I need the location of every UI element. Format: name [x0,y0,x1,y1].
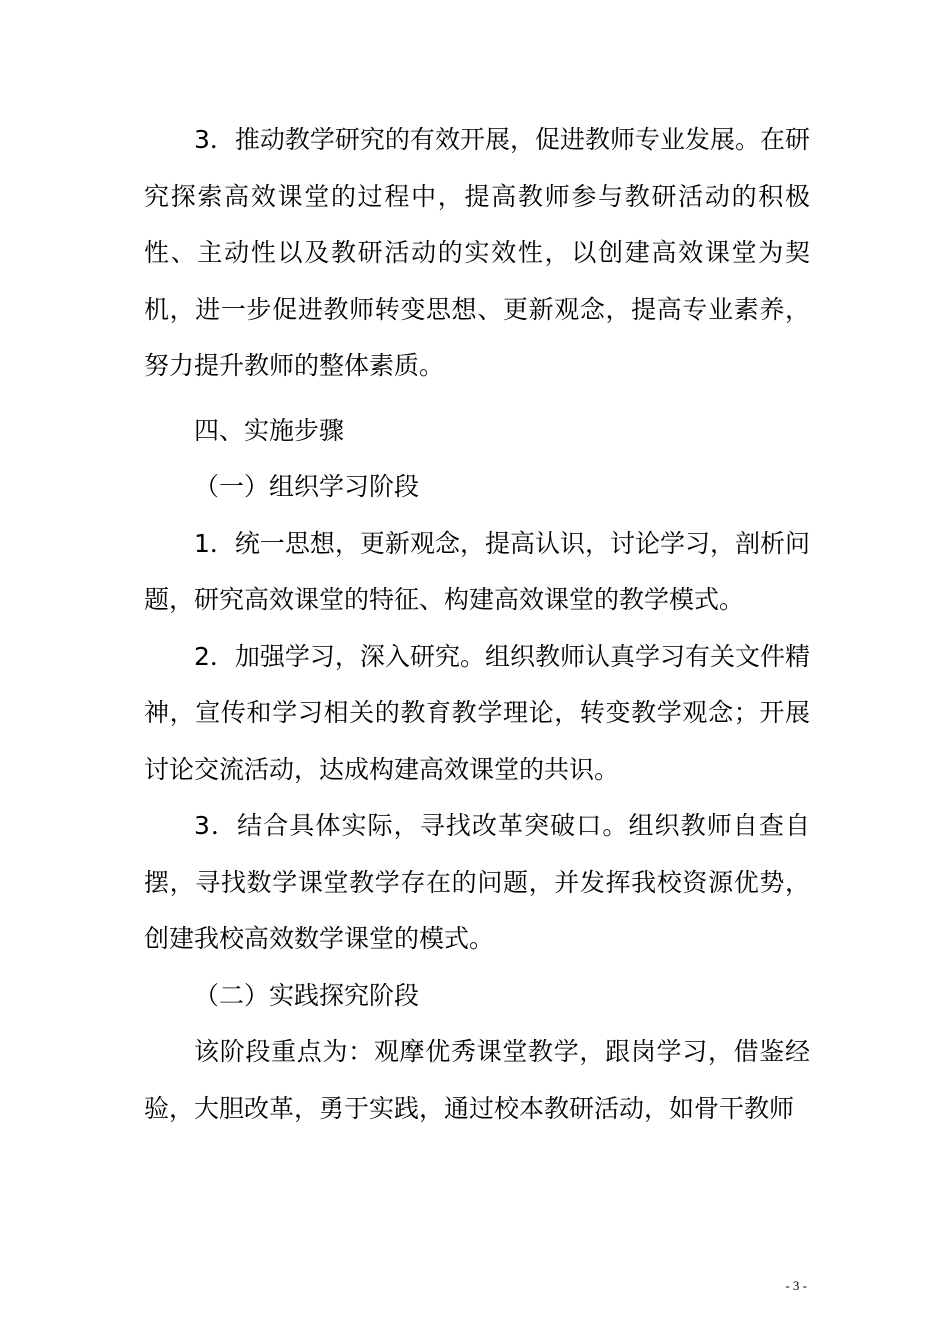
paragraph-study-2: 2．加强学习，深入研究。组织教师认真学习有关文件精神，宣传和学习相关的教育教学理论，转变教学观念；开展讨论交流活动，达成构建高效课堂的共识。 [144,641,810,784]
paragraph-study-3: 3．结合具体实际，寻找改革突破口。组织教师自查自摆，寻找数学课堂教学存在的问题，并发挥我校资源优势，创建我校高效数学课堂的模式。 [144,811,810,953]
subheading-practice-phase: （二）实践探究阶段 [194,980,420,1010]
paragraph-practice-focus: 该阶段重点为：观摩优秀课堂教学，跟岗学习，借鉴经验，大胆改革，勇于实践，通过校本教研活动，如骨干教师 [144,1037,810,1123]
page-number: - 3 - [785,1278,807,1293]
section-heading-implementation-steps: 四、实施步骤 [194,415,345,445]
paragraph-goal-3: 3．推动教学研究的有效开展，促进教师专业发展。在研究探索高效课堂的过程中，提高教师参与教研活动的积极性、主动性以及教研活动的实效性，以创建高效课堂为契机，进一步促进教师转变思想、更新观念，提高专业素养，努力提升教师的整体素质。 [144,125,810,380]
document-body [144,112,810,1137]
subheading-study-phase: （一）组织学习阶段 [194,472,420,501]
paragraph-study-1: 1．统一思想，更新观念，提高认识，讨论学习，剖析问题，研究高效课堂的特征、构建高效课堂的教学模式。 [144,528,810,614]
